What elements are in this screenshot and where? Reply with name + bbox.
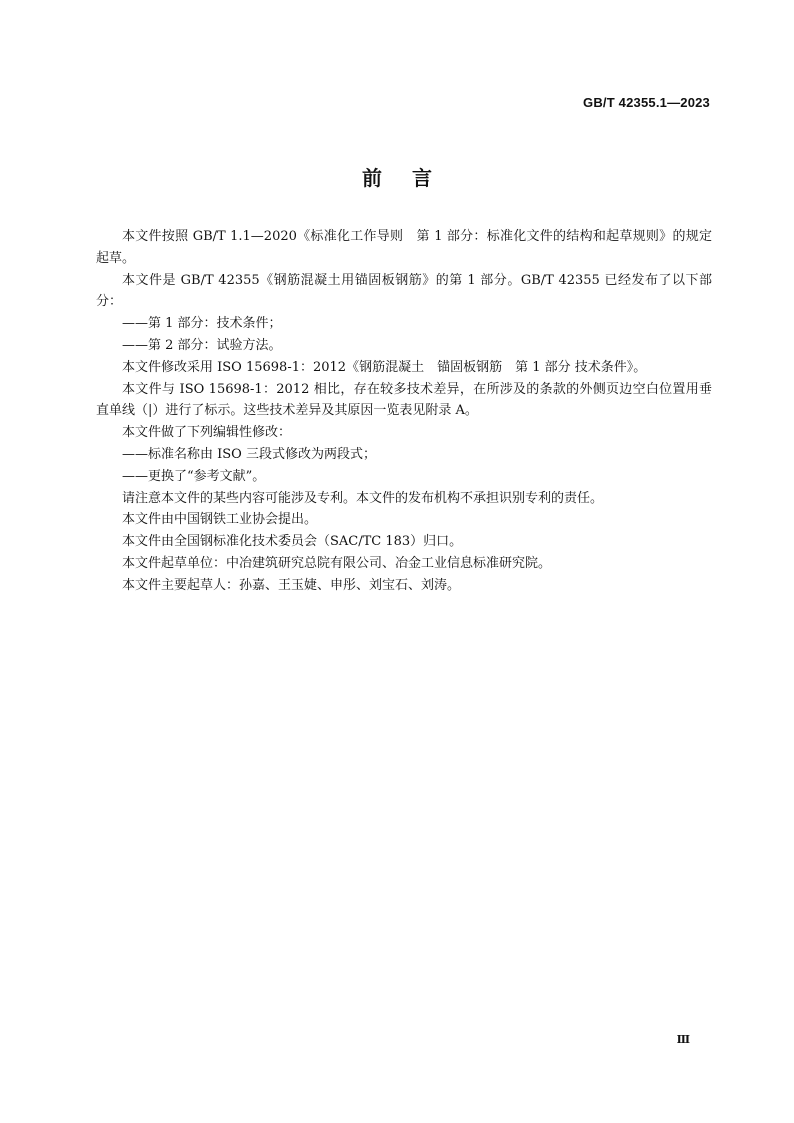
foreword-body [96, 226, 712, 597]
paragraph-committee: 本文件由全国钢标准化技术委员会（SAC/TC 183）归口。 [122, 534, 463, 550]
standard-code: GB/T 42355.1—2023 [583, 95, 710, 110]
paragraph-series-parts: 本文件是 GB/T 42355《钢筋混凝土用锚固板钢筋》的第 1 部分。GB/T 42355 已经发布了以下部分： [96, 272, 712, 310]
paragraph-editorial-changes: 本文件做了下列编辑性修改： [122, 425, 292, 441]
paragraph-proposer: 本文件由中国钢铁工业协会提出。 [122, 512, 318, 528]
list-item-name-change: ——标准名称由 ISO 三段式修改为两段式； [122, 446, 376, 462]
page-title: 前言 [362, 166, 462, 190]
paragraph-patent-notice: 请注意本文件的某些内容可能涉及专利。本文件的发布机构不承担识别专利的责任。 [122, 490, 604, 506]
paragraph-drafting-rules: 本文件按照 GB/T 1.1—2020《标准化工作导则 第 1 部分：标准化文件的结构和起草规则》的规定起草。 [96, 229, 712, 266]
paragraph-drafters: 本文件主要起草人：孙嘉、王玉婕、申彤、刘宝石、刘涛。 [122, 577, 461, 593]
paragraph-iso-adoption: 本文件修改采用 ISO 15698-1：2012《钢筋混凝土 锚固板钢筋 第 1 部分 技术条件》。 [122, 359, 647, 375]
list-item-part-2: ——第 2 部分：试验方法。 [122, 337, 282, 353]
list-item-bibliography: ——更换了“参考文献”。 [122, 468, 266, 484]
page-number: Ⅲ [676, 1033, 690, 1046]
paragraph-technical-differences: 本文件与 ISO 15698-1：2012 相比，存在较多技术差异，在所涉及的条款的外侧页边空白位置用垂直单线（|）进行了标示。这些技术差异及其原因一览表见附录 A。 [96, 381, 712, 419]
list-item-part-1: ——第 1 部分：技术条件； [122, 316, 282, 332]
paragraph-drafting-units: 本文件起草单位：中冶建筑研究总院有限公司、冶金工业信息标准研究院。 [122, 555, 552, 571]
